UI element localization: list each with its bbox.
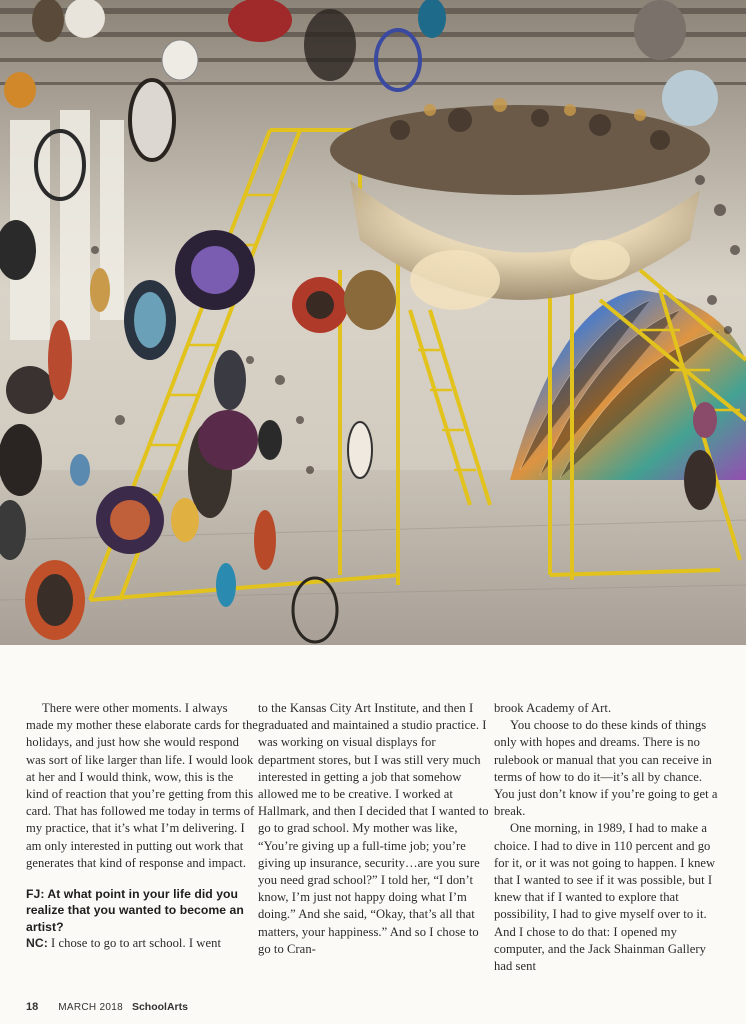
article-column-1 — [26, 700, 258, 952]
paragraph: to the Kansas City Art Institute, and then I graduated and maintained a studio practice. I was working on visual displays for department stores, but I was still very much interested in getting a job that somehow allowed me to be creative. I worked at Hallmark, and then I decided that I wanted to go to grad school. My mother was like, “You’re giving up a full-time job; you’re giving up insurance, security…are you sure you need grad school?” I told her, “I don’t know, I’m just not happy doing what I’m doing.” And she said, “Okay, that’s all that matters, your happiness.” And so I chose to go to Cran- — [258, 701, 489, 956]
article-column-2 — [258, 700, 490, 958]
page-footer — [26, 1001, 188, 1013]
interview-question: FJ: At what point in your life did you realize that you wanted to become an artist? — [26, 887, 244, 934]
paragraph: You choose to do these kinds of things only with hopes and dreams. There is no rulebook or manual that you can receive in terms of how to do it—it’s all by chance. You just don’t know if you’re going to get a break. — [494, 718, 718, 819]
paragraph: There were other moments. I always made my mother these elaborate cards for the holidays, and just how she would respond was sort of like larger than life. I would look at her and I would think, wow, this is the kind of reaction that you’re getting from this card. That has followed me today in terms of my practice, that it’s what I’m delivering. I am only interested in putting out work that generates that kind of response and impact. — [26, 701, 258, 870]
page-number: 18 — [26, 1001, 39, 1013]
article-column-3 — [494, 700, 724, 975]
answer-text: I chose to go to art school. I went — [47, 936, 221, 951]
paragraph: One morning, in 1989, I had to make a choice. I had to dive in 110 percent and go for it, or it was not going to happen. I knew that I wanted to see if it was possible, but I knew that if I wanted to explore that possibility, I had to give myself over to it. And I chose to do that: I opened my computer, and the Jack Shainman Gallery had sent — [494, 821, 716, 974]
paragraph: brook Academy of Art. — [494, 701, 612, 715]
issue-date: MARCH 2018 — [58, 1002, 123, 1013]
interview-answer — [26, 935, 258, 952]
answer-label: NC: — [26, 936, 48, 951]
magazine-name: SchoolArts — [131, 1001, 188, 1013]
